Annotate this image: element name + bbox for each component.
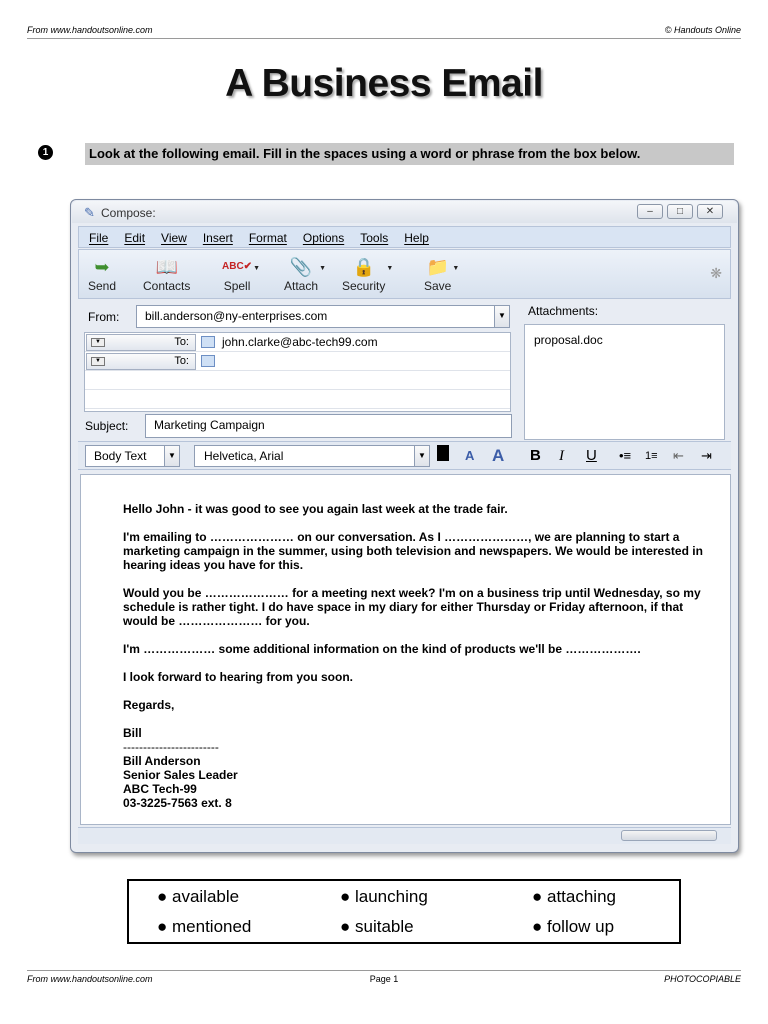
footer-divider bbox=[27, 970, 741, 971]
to-label: To: bbox=[174, 336, 189, 348]
bullet-list-icon[interactable]: •≡ bbox=[619, 448, 632, 463]
recipient-type-button[interactable] bbox=[86, 353, 196, 370]
attach-label: Attach bbox=[284, 279, 319, 293]
page-title: A Business Email bbox=[225, 62, 543, 105]
message-body[interactable] bbox=[80, 474, 731, 825]
menu-edit[interactable]: Edit bbox=[124, 231, 146, 245]
word-item: ● available bbox=[157, 887, 240, 906]
font-select[interactable]: Helvetica, Arial bbox=[194, 445, 418, 467]
spell-label: Spell bbox=[223, 279, 251, 293]
signature-phone: 03-3225-7563 ext. 8 bbox=[123, 796, 232, 810]
folder-icon: 📁 bbox=[426, 257, 449, 277]
spell-check-icon: ABC✔ bbox=[222, 261, 253, 272]
email-paragraph-3: I'm ……………… some additional information on the kind of products we'll be ………………. bbox=[123, 642, 641, 656]
compose-window bbox=[70, 199, 739, 853]
bold-button[interactable]: B bbox=[530, 447, 541, 464]
from-field[interactable]: bill.anderson@ny-enterprises.com bbox=[136, 305, 496, 328]
recipient-row-empty[interactable] bbox=[85, 390, 510, 409]
italic-button[interactable]: I bbox=[559, 448, 564, 464]
send-button[interactable] bbox=[88, 255, 116, 293]
save-dropdown-icon[interactable]: ▼ bbox=[452, 265, 460, 272]
subject-field[interactable]: Marketing Campaign bbox=[145, 414, 512, 438]
email-greeting: Hello John - it was good to see you again last week at the trade fair. bbox=[123, 502, 508, 516]
contacts-button[interactable] bbox=[143, 255, 190, 293]
header-copyright: © Handouts Online bbox=[664, 25, 741, 35]
window-title: Compose: bbox=[101, 206, 156, 220]
indent-icon[interactable]: ⇥ bbox=[701, 448, 712, 463]
recipient-type-button[interactable] bbox=[86, 334, 196, 351]
task-instruction: Look at the following email. Fill in the spaces using a word or phrase from the box below. bbox=[85, 143, 734, 165]
window-titlebar[interactable] bbox=[72, 201, 737, 223]
word-item: ● attaching bbox=[532, 887, 616, 906]
contact-card-icon bbox=[201, 355, 215, 367]
paragraph-style-select[interactable]: Body Text bbox=[85, 445, 165, 467]
compose-pen-icon: ✎ bbox=[84, 205, 95, 220]
spell-dropdown-icon[interactable]: ▼ bbox=[253, 265, 261, 272]
attachments-list bbox=[524, 324, 725, 440]
send-label: Send bbox=[88, 279, 117, 293]
signature-divider: ------------------------ bbox=[123, 740, 219, 754]
footer-page-number: Page 1 bbox=[369, 974, 399, 984]
footer-source: From www.handoutsonline.com bbox=[27, 974, 153, 984]
dropdown-icon: ▼ bbox=[91, 338, 105, 347]
header-divider bbox=[27, 38, 741, 39]
dropdown-icon: ▼ bbox=[91, 357, 105, 366]
menu-view[interactable]: View bbox=[161, 231, 187, 245]
contacts-icon: 📖 bbox=[155, 257, 178, 277]
spell-button[interactable] bbox=[222, 255, 261, 293]
signature-title: Senior Sales Leader bbox=[123, 768, 238, 782]
spell-glyph: ABC bbox=[222, 261, 244, 272]
recipient-row bbox=[85, 333, 510, 352]
attach-dropdown-icon[interactable]: ▼ bbox=[319, 265, 327, 272]
save-label: Save bbox=[424, 279, 452, 293]
header-source: From www.handoutsonline.com bbox=[27, 25, 153, 35]
menu-help[interactable]: Help bbox=[404, 231, 429, 245]
lock-icon: 🔒 bbox=[352, 257, 375, 277]
horizontal-scrollbar[interactable] bbox=[621, 830, 717, 841]
security-dropdown-icon[interactable]: ▼ bbox=[386, 265, 394, 272]
attachment-item[interactable]: proposal.doc bbox=[534, 333, 603, 347]
recipient-row-empty[interactable] bbox=[85, 371, 510, 390]
from-dropdown-icon[interactable]: ▼ bbox=[494, 305, 510, 328]
font-dropdown-icon[interactable]: ▼ bbox=[414, 445, 430, 467]
signature-name: Bill Anderson bbox=[123, 754, 201, 768]
to-field[interactable]: john.clarke@abc-tech99.com bbox=[222, 335, 378, 349]
minimize-button[interactable]: – bbox=[637, 204, 663, 219]
to-label: To: bbox=[174, 355, 189, 367]
menu-format[interactable]: Format bbox=[248, 231, 287, 245]
recipients-list bbox=[84, 332, 511, 412]
maximize-button[interactable]: □ bbox=[667, 204, 693, 219]
numbered-list-icon[interactable]: 1≡ bbox=[645, 450, 658, 462]
task-number: 1 bbox=[38, 145, 53, 160]
text-color-swatch[interactable] bbox=[437, 445, 449, 461]
security-button[interactable] bbox=[342, 255, 394, 293]
word-box bbox=[127, 879, 681, 944]
outdent-icon[interactable]: ⇤ bbox=[673, 448, 684, 463]
contact-card-icon bbox=[201, 336, 215, 348]
attach-button[interactable] bbox=[284, 255, 327, 293]
menu-insert[interactable]: Insert bbox=[202, 231, 233, 245]
footer-note: PHOTOCOPIABLE bbox=[664, 974, 741, 984]
close-button[interactable]: ✕ bbox=[697, 204, 723, 219]
word-item: ● launching bbox=[340, 887, 428, 906]
menu-options[interactable]: Options bbox=[302, 231, 345, 245]
from-label: From: bbox=[88, 310, 120, 324]
format-toolbar bbox=[78, 441, 731, 470]
word-item: ● suitable bbox=[340, 917, 414, 936]
toolbar bbox=[78, 249, 731, 299]
email-paragraph-1: I'm emailing to ………………… on our conversation. As I …………………, we are planning to start a marketing campaign in the summer, using both television and newspapers. We would be interested in hearing ideas you have for this. bbox=[123, 530, 703, 572]
email-paragraph-4: I look forward to hearing from you soon. bbox=[123, 670, 354, 684]
email-signoff: Bill bbox=[123, 726, 142, 740]
font-size-increase-icon[interactable]: A bbox=[492, 446, 505, 465]
contacts-label: Contacts bbox=[143, 279, 191, 293]
word-item: ● mentioned bbox=[157, 917, 252, 936]
attachments-label: Attachments: bbox=[528, 304, 599, 318]
save-button[interactable] bbox=[424, 255, 460, 293]
paperclip-icon: 📎 bbox=[289, 257, 313, 277]
email-regards: Regards, bbox=[123, 698, 175, 712]
underline-button[interactable]: U bbox=[586, 447, 597, 464]
menu-bar bbox=[78, 226, 731, 248]
menu-file[interactable]: File bbox=[89, 231, 109, 245]
send-icon: ➥ bbox=[94, 257, 110, 277]
signature-company: ABC Tech-99 bbox=[123, 782, 197, 796]
subject-label: Subject: bbox=[85, 419, 129, 433]
paragraph-style-dropdown-icon[interactable]: ▼ bbox=[164, 445, 180, 467]
activity-spinner-icon: ❋ bbox=[710, 265, 722, 281]
security-label: Security bbox=[342, 279, 386, 293]
recipient-row bbox=[85, 352, 510, 371]
word-item: ● follow up bbox=[532, 917, 615, 936]
font-size-decrease-icon[interactable]: A bbox=[465, 448, 475, 463]
status-bar bbox=[78, 827, 731, 844]
menu-tools[interactable]: Tools bbox=[360, 231, 389, 245]
email-paragraph-2: Would you be ………………… for a meeting next week? I'm on a business trip until Wednesday, so my schedule is rather tight. I do have space in my diary for either Thursday or Friday afternoon, if that would be ………………… for you. bbox=[123, 586, 701, 628]
